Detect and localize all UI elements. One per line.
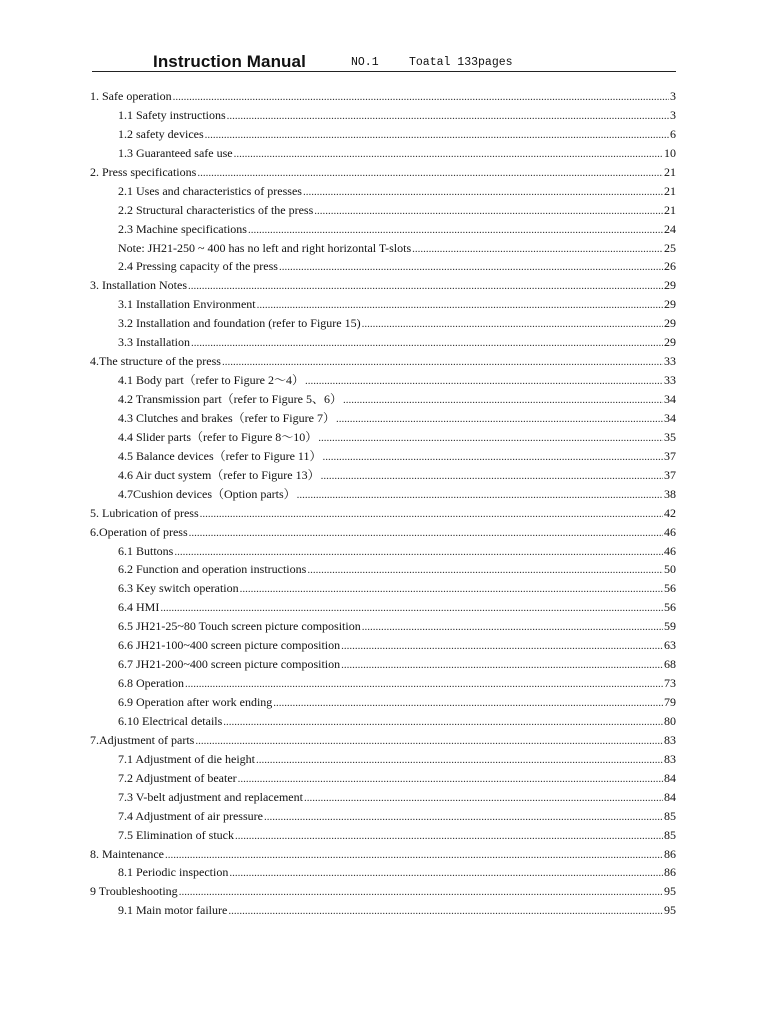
toc-entry-page: 85 xyxy=(664,808,676,823)
toc-entry-label: 3.3 Installation xyxy=(118,335,190,350)
toc-subsection-entry[interactable] xyxy=(90,560,676,579)
toc-subsection-entry[interactable] xyxy=(90,371,676,390)
toc-entry-label: 6.5 JH21-25~80 Touch screen picture composition xyxy=(118,619,361,634)
toc-section-entry[interactable] xyxy=(90,731,676,750)
toc-entry-label: 6.6 JH21-100~400 screen picture composition xyxy=(118,638,341,653)
toc-subsection-entry[interactable] xyxy=(90,257,676,276)
toc-entry-label: 7.2 Adjustment of beater xyxy=(118,770,237,785)
dot-leader xyxy=(256,751,663,770)
toc-subsection-entry[interactable] xyxy=(90,466,676,485)
dot-leader xyxy=(307,561,663,580)
toc-entry-label: 2.2 Structural characteristics of the press xyxy=(118,202,314,217)
toc-entry-label: 1.2 safety devices xyxy=(118,126,204,141)
toc-entry-page: 21 xyxy=(664,183,676,198)
dot-leader xyxy=(273,694,663,713)
dot-leader xyxy=(188,277,663,296)
toc-entry-label: 4.3 Clutches and brakes（refer to Figure 7） xyxy=(118,410,335,425)
toc-entry-page: 29 xyxy=(664,316,676,331)
toc-entry-label: 6.1 Buttons xyxy=(118,543,174,558)
toc-entry-label: 4.7Cushion devices（Option parts） xyxy=(118,486,296,501)
dot-leader xyxy=(303,183,663,202)
toc-subsection-entry[interactable] xyxy=(90,863,676,882)
toc-section-entry[interactable] xyxy=(90,882,676,901)
table-of-contents xyxy=(90,87,676,920)
toc-entry-label: 6.2 Function and operation instructions xyxy=(118,562,307,577)
toc-entry-page: 80 xyxy=(664,713,676,728)
toc-subsection-entry[interactable] xyxy=(90,125,676,144)
toc-subsection-entry[interactable] xyxy=(90,636,676,655)
dot-leader xyxy=(238,770,663,789)
toc-subsection-entry[interactable] xyxy=(90,712,676,731)
toc-entry-page: 79 xyxy=(664,695,676,709)
toc-entry-page: 83 xyxy=(664,751,676,766)
toc-entry-label: 6.9 Operation after work ending xyxy=(118,695,273,709)
toc-entry-page: 95 xyxy=(664,884,676,899)
dot-leader xyxy=(185,675,663,694)
toc-entry-label: 5. Lubrication of press xyxy=(90,505,199,520)
toc-entry-page: 56 xyxy=(664,600,676,615)
toc-entry-label: 2.3 Machine specifications xyxy=(118,221,247,236)
toc-entry-page: 37 xyxy=(664,467,676,482)
dot-leader xyxy=(305,372,663,391)
total-pages: Toatal 133pages xyxy=(409,56,513,69)
toc-entry-page: 26 xyxy=(664,259,676,274)
toc-entry-page: 33 xyxy=(664,354,676,369)
toc-subsection-entry[interactable] xyxy=(90,542,676,561)
toc-section-entry[interactable] xyxy=(90,163,676,182)
dot-leader xyxy=(173,88,669,107)
toc-entry-page: 46 xyxy=(664,543,676,558)
toc-entry-label: 7.3 V-belt adjustment and replacement xyxy=(118,789,303,804)
toc-section-entry[interactable] xyxy=(90,504,676,523)
dot-leader xyxy=(223,713,663,732)
toc-entry-label: 3.1 Installation Environment xyxy=(118,297,256,312)
document-header xyxy=(92,51,676,72)
dot-leader xyxy=(165,846,663,865)
dot-leader xyxy=(228,902,663,921)
toc-entry-page: 73 xyxy=(664,676,676,691)
toc-entry-page: 85 xyxy=(664,827,676,842)
toc-subsection-entry[interactable] xyxy=(90,390,676,409)
toc-section-entry[interactable] xyxy=(90,352,676,371)
dot-leader xyxy=(336,410,663,429)
toc-entry-label: 2. Press specifications xyxy=(90,164,197,179)
dot-leader xyxy=(197,164,663,183)
toc-entry-page: 35 xyxy=(664,429,676,444)
toc-entry-label: 6.10 Electrical details xyxy=(118,713,223,728)
dot-leader xyxy=(179,883,663,902)
dot-leader xyxy=(174,543,663,562)
toc-subsection-entry[interactable] xyxy=(90,655,676,674)
toc-entry-label: 6.4 HMI xyxy=(118,600,160,615)
toc-entry-label: 4.5 Balance devices（refer to Figure 11） xyxy=(118,448,322,463)
dot-leader xyxy=(304,789,663,808)
toc-entry-label: 3.2 Installation and foundation (refer to Figure 15) xyxy=(118,316,361,331)
toc-entry-page: 42 xyxy=(664,505,676,520)
dot-leader xyxy=(240,580,663,599)
toc-entry-page: 59 xyxy=(664,619,676,634)
toc-entry-page: 63 xyxy=(664,638,676,653)
toc-subsection-entry[interactable] xyxy=(90,220,676,239)
toc-subsection-entry[interactable] xyxy=(90,769,676,788)
toc-subsection-entry[interactable] xyxy=(90,693,676,712)
document-number: NO.1 xyxy=(351,56,379,69)
toc-entry-label: Note: JH21-250 ~ 400 has no left and right horizontal T-slots xyxy=(118,240,412,255)
toc-entry-page: 3 xyxy=(670,107,676,122)
toc-subsection-entry[interactable] xyxy=(90,201,676,220)
toc-entry-label: 4.1 Body part（refer to Figure 2～4） xyxy=(118,373,304,388)
toc-entry-label: 7.1 Adjustment of die height xyxy=(118,751,255,766)
toc-subsection-entry[interactable] xyxy=(90,333,676,352)
manual-title: Instruction Manual xyxy=(153,52,306,71)
toc-entry-page: 29 xyxy=(664,278,676,293)
toc-entry-page: 38 xyxy=(664,486,676,501)
toc-section-entry[interactable] xyxy=(90,87,676,106)
toc-subsection-entry[interactable] xyxy=(90,807,676,826)
toc-entry-page: 68 xyxy=(664,657,676,672)
toc-entry-page: 21 xyxy=(664,164,676,179)
toc-entry-label: 3. Installation Notes xyxy=(90,278,187,293)
toc-section-entry[interactable] xyxy=(90,845,676,864)
toc-entry-page: 37 xyxy=(664,448,676,463)
toc-subsection-entry[interactable] xyxy=(90,674,676,693)
toc-entry-page: 86 xyxy=(664,865,676,880)
toc-subsection-entry[interactable] xyxy=(90,826,676,845)
toc-entry-page: 25 xyxy=(664,240,676,255)
toc-entry-page: 33 xyxy=(664,373,676,388)
toc-entry-page: 84 xyxy=(664,789,676,804)
toc-entry-label: 8. Maintenance xyxy=(90,846,164,861)
dot-leader xyxy=(321,467,663,486)
toc-entry-label: 2.4 Pressing capacity of the press xyxy=(118,259,278,274)
toc-subsection-entry[interactable] xyxy=(90,901,676,920)
dot-leader xyxy=(343,391,663,410)
dot-leader xyxy=(200,505,663,524)
dot-leader xyxy=(235,827,663,846)
dot-leader xyxy=(323,448,664,467)
dot-leader xyxy=(362,618,663,637)
toc-entry-label: 9 Troubleshooting xyxy=(90,884,178,899)
toc-entry-label: 4.4 Slider parts（refer to Figure 8～10） xyxy=(118,429,318,444)
toc-entry-page: 86 xyxy=(664,846,676,861)
dot-leader xyxy=(412,240,663,259)
dot-leader xyxy=(229,864,663,883)
dot-leader xyxy=(318,429,663,448)
toc-subsection-entry[interactable] xyxy=(90,485,676,504)
dot-leader xyxy=(205,126,669,145)
toc-entry-page: 6 xyxy=(670,126,676,141)
toc-subsection-entry[interactable] xyxy=(90,314,676,333)
toc-entry-page: 56 xyxy=(664,581,676,596)
toc-subsection-entry[interactable] xyxy=(90,106,676,125)
toc-entry-label: 6.Operation of press xyxy=(90,524,188,539)
toc-entry-page: 21 xyxy=(664,202,676,217)
toc-entry-label: 7.Adjustment of parts xyxy=(90,732,195,747)
toc-entry-label: 1. Safe operation xyxy=(90,89,172,103)
dot-leader xyxy=(257,296,663,315)
dot-leader xyxy=(222,353,663,372)
dot-leader xyxy=(341,656,663,675)
dot-leader xyxy=(314,202,663,221)
toc-entry-page: 34 xyxy=(664,392,676,406)
toc-entry-label: 4.The structure of the press xyxy=(90,354,221,369)
dot-leader xyxy=(279,258,663,277)
toc-entry-label: 7.4 Adjustment of air pressure xyxy=(118,808,263,823)
toc-entry-page: 95 xyxy=(664,903,676,918)
dot-leader xyxy=(341,637,663,656)
toc-entry-page: 29 xyxy=(664,335,676,350)
toc-subsection-entry[interactable] xyxy=(90,182,676,201)
toc-entry-label: 1.1 Safety instructions xyxy=(118,107,226,122)
toc-entry-label: 4.2 Transmission part（refer to Figure 5、6） xyxy=(118,392,342,406)
dot-leader xyxy=(297,486,663,505)
dot-leader xyxy=(191,334,663,353)
dot-leader xyxy=(189,524,663,543)
toc-entry-page: 34 xyxy=(664,410,676,425)
toc-entry-label: 9.1 Main motor failure xyxy=(118,903,228,918)
toc-entry-page: 24 xyxy=(664,221,676,236)
dot-leader xyxy=(195,732,663,751)
toc-subsection-entry[interactable] xyxy=(90,447,676,466)
dot-leader xyxy=(234,145,663,164)
toc-entry-page: 46 xyxy=(664,524,676,539)
dot-leader xyxy=(160,599,663,618)
toc-entry-page: 3 xyxy=(670,89,676,103)
toc-subsection-entry[interactable] xyxy=(90,598,676,617)
toc-entry-page: 29 xyxy=(664,297,676,312)
toc-subsection-entry[interactable] xyxy=(90,239,676,258)
toc-subsection-entry[interactable] xyxy=(90,579,676,598)
dot-leader xyxy=(264,808,663,827)
toc-subsection-entry[interactable] xyxy=(90,788,676,807)
toc-entry-label: 6.3 Key switch operation xyxy=(118,581,239,596)
dot-leader xyxy=(248,221,663,240)
toc-section-entry[interactable] xyxy=(90,276,676,295)
toc-entry-label: 2.1 Uses and characteristics of presses xyxy=(118,183,302,198)
dot-leader xyxy=(362,315,663,334)
toc-entry-label: 6.7 JH21-200~400 screen picture composition xyxy=(118,657,341,672)
toc-subsection-entry[interactable] xyxy=(90,295,676,314)
toc-entry-page: 84 xyxy=(664,770,676,785)
toc-section-entry[interactable] xyxy=(90,523,676,542)
toc-subsection-entry[interactable] xyxy=(90,750,676,769)
toc-entry-label: 6.8 Operation xyxy=(118,676,184,691)
toc-entry-label: 4.6 Air duct system（refer to Figure 13） xyxy=(118,467,320,482)
toc-entry-page: 10 xyxy=(664,145,676,160)
toc-entry-label: 1.3 Guaranteed safe use xyxy=(118,145,233,160)
toc-subsection-entry[interactable] xyxy=(90,144,676,163)
toc-entry-page: 50 xyxy=(664,562,676,577)
dot-leader xyxy=(227,107,669,126)
toc-entry-label: 7.5 Elimination of stuck xyxy=(118,827,234,842)
toc-subsection-entry[interactable] xyxy=(90,409,676,428)
toc-entry-page: 83 xyxy=(664,732,676,747)
toc-subsection-entry[interactable] xyxy=(90,617,676,636)
toc-entry-label: 8.1 Periodic inspection xyxy=(118,865,229,880)
toc-subsection-entry[interactable] xyxy=(90,428,676,447)
